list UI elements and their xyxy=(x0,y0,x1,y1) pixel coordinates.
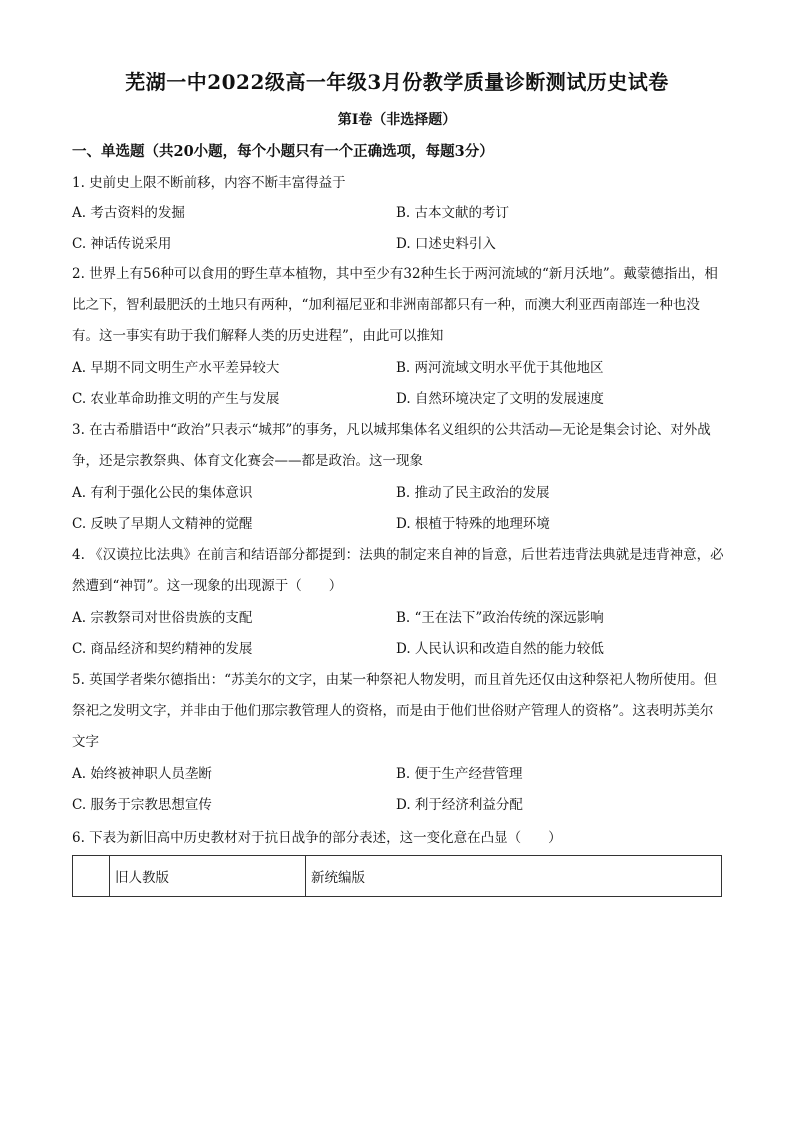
question-4-option-c: C. 商品经济和契约精神的发展 xyxy=(72,641,253,657)
question-6-stem: 6. 下表为新旧高中历史教材对于抗日战争的部分表述，这一变化意在凸显（ ） xyxy=(72,830,562,846)
question-1-option-d: D. 口述史料引入 xyxy=(396,236,496,252)
question-3-option-d: D. 根植于特殊的地理环境 xyxy=(396,516,550,532)
question-3-option-a: A. 有利于强化公民的集体意识 xyxy=(72,485,253,501)
question-5-option-d: D. 利于经济利益分配 xyxy=(396,797,523,813)
question-5-stem: 5. 英国学者柴尔德指出：“苏美尔的文字，由某一种祭祀人物发明，而且首先还仅由这种祭祀人物所使用。但祭祀之发明文字，并非由于他们那宗教管理人的资格，而是由于他们世俗财产管理人的资格”。这表明苏美尔文字 xyxy=(72,672,718,750)
question-1-option-a: A. 考古资料的发掘 xyxy=(72,205,185,221)
question-2-option-c: C. 农业革命助推文明的产生与发展 xyxy=(72,391,280,407)
exam-title: 芜湖一中2022级高一年级3月份教学质量诊断测试历史试卷 xyxy=(125,70,669,94)
comparison-table xyxy=(72,855,722,897)
question-2-option-b: B. 两河流域文明水平优于其他地区 xyxy=(396,360,604,376)
question-4-option-d: D. 人民认识和改造自然的能力较低 xyxy=(396,641,604,657)
question-4-option-b: B. “王在法下”政治传统的深远影响 xyxy=(396,610,604,626)
table-header-cell-old-edition: 旧人教版 xyxy=(110,856,306,897)
question-3-option-b: B. 推动了民主政治的发展 xyxy=(396,485,550,501)
question-3-option-c: C. 反映了早期人文精神的觉醒 xyxy=(72,516,253,532)
section-heading: 一、单选题（共20小题，每个小题只有一个正确选项，每题3分） xyxy=(72,143,494,160)
question-1-option-c: C. 神话传说采用 xyxy=(72,236,172,252)
question-5-option-b: B. 便于生产经营管理 xyxy=(396,766,523,782)
question-1-option-b: B. 古本文献的考订 xyxy=(396,205,510,221)
question-1-stem: 1. 史前史上限不断前移，内容不断丰富得益于 xyxy=(72,175,346,191)
question-2-option-d: D. 自然环境决定了文明的发展速度 xyxy=(396,391,604,407)
table-header-cell-new-edition: 新统编版 xyxy=(306,856,722,897)
volume-subtitle: 第Ⅰ卷（非选择题） xyxy=(337,112,457,128)
question-2-option-a: A. 早期不同文明生产水平差异较大 xyxy=(72,360,280,376)
question-5-option-a: A. 始终被神职人员垄断 xyxy=(72,766,212,782)
question-5-option-c: C. 服务于宗教思想宣传 xyxy=(72,797,212,813)
question-2-stem: 2. 世界上有56种可以食用的野生草本植物，其中至少有32种生长于两河流域的“新月沃地”。戴蒙德指出，相比之下，智利最肥沃的土地只有两种，“加利福尼亚和非洲南部都只有一种，而澳大利亚西南部连一种也没有。这一事实有助于我们解释人类的历史进程”，由此可以推知 xyxy=(72,266,718,344)
question-4-option-a: A. 宗教祭司对世俗贵族的支配 xyxy=(72,610,253,626)
question-3-stem: 3. 在古希腊语中“政治”只表示“城邦”的事务，凡以城邦集体名义组织的公共活动—无论是集会讨论、对外战争，还是宗教祭典、体育文化赛会——都是政治。这一现象 xyxy=(72,422,711,469)
question-4-stem: 4. 《汉谟拉比法典》在前言和结语部分都提到：法典的制定来自神的旨意，后世若违背法典就是违背神意，必然遭到“神罚”。这一现象的出现源于（ ） xyxy=(72,547,724,594)
table-header-row xyxy=(73,856,722,897)
table-header-cell-blank xyxy=(73,856,110,897)
